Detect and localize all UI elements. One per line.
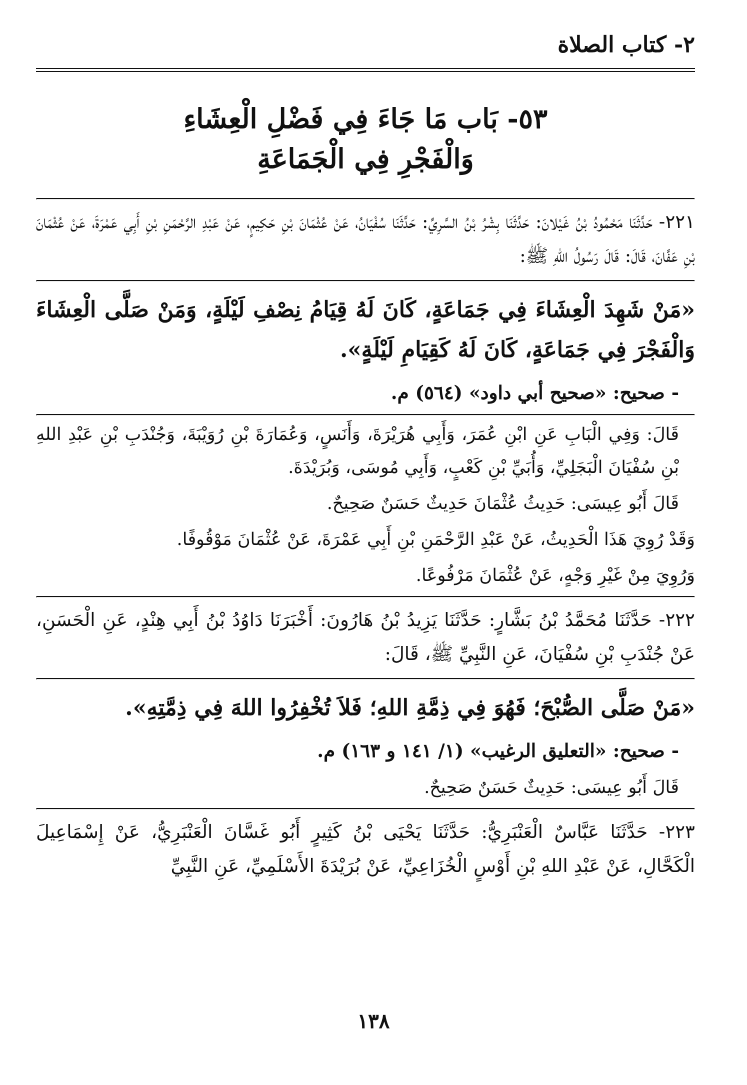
section-divider [36,414,695,416]
hadith-221-grade: - صحيح: «صحيح أبي داود» (٥٦٤) م. [390,383,679,404]
chapter-heading [36,100,695,180]
page-header [36,28,695,72]
hadith-222-isnad: ٢٢٢- حَدَّثَنَا مُحَمَّدُ بْنُ بَشَّارٍ: حَدَّثَنَا يَزِيدُ بْنُ هَارُونَ: أَخْبَرَنَا دَاوُدُ بْنُ أَبِي هِنْدٍ، عَنِ الْحَسَنِ، عَنْ جُنْدَبِ بْنِ سُفْيَانَ، عَنِ النَّبِيِّ ﷺ، قَالَ: [36,610,695,665]
hadith-221-note: وَرُوِيَ مِنْ غَيْرِ وَجْهٍ، عَنْ عُثْمَانَ مَرْفُوعًا. [415,566,695,586]
section-divider [36,198,695,200]
hadith-221-matn: «مَنْ شَهِدَ الْعِشَاءَ فِي جَمَاعَةٍ، كَانَ لَهُ قِيَامُ نِصْفِ لَيْلَةٍ، وَمَنْ صَلَّى الْعِشَاءَ وَالْفَجْرَ فِي جَمَاعَةٍ، كَانَ لَهُ كَقِيَامِ لَيْلَةٍ». [36,297,695,363]
page-number: ١٣٨ [357,1009,390,1033]
page-content [36,100,695,890]
hadith-221-note: قَالَ: وَفِي الْبَابِ عَنِ ابْنِ عُمَرَ، وَأَبِي هُرَيْرَةَ، وَأَنَسٍ، وَعُمَارَةَ بْنِ رُوَيْبَةَ، وَجُنْدَبِ بْنِ عَبْدِ اللهِ بْنِ سُفْيَانَ الْبَجَلِيِّ، وَأُبَيِّ بْنِ كَعْبٍ، وَأَبِي مُوسَى، وَبُرَيْدَةَ. [36,425,679,478]
hadith-221-isnad: ٢٢١- حَدَّثَنَا مَحْمُودُ بْنُ غَيْلانَ: حَدَّثَنَا بِشْرُ بْنُ السَّرِيِّ: حَدَّثَنَا سُفْيَانُ، عَنْ عُثْمَانَ بْنِ حَكِيمٍ، عَنْ عَبْدِ الرَّحْمَنِ بْنِ أَبِي عَمْرَةَ، عَنْ عُثْمَانَ بْنِ عَفَّانَ، قَالَ: قَالَ رَسُولُ اللهِ ﷺ: [36,212,695,267]
section-divider [36,596,695,598]
hadith-223-isnad: ٢٢٣- حَدَّثَنَا عَبَّاسٌ الْعَنْبَرِيُّ: حَدَّثَنَا يَحْيَى بْنُ كَثِيرٍ أَبُو غَسَّانَ الْعَنْبَرِيُّ، عَنْ إِسْمَاعِيلَ الْكَحَّالِ، عَنْ عَبْدِ اللهِ بْنِ أَوْسٍ الْخُزَاعِيِّ، عَنْ بُرَيْدَةَ الأَسْلَمِيِّ، عَنِ النَّبِيِّ [36,822,695,877]
chapter-title-line-1: ٥٣- بَاب مَا جَاءَ فِي فَضْلِ الْعِشَاءِ [183,104,548,135]
running-title: ٢- كتاب الصلاة [557,32,695,58]
section-divider [36,678,695,680]
section-divider [36,280,695,282]
hadith-222-matn: «مَنْ صَلَّى الصُّبْحَ؛ فَهُوَ فِي ذِمَّةِ اللهِ؛ فَلاَ تُخْفِرُوا اللهَ فِي ذِمَّتِهِ». [125,695,695,721]
hadith-222-grade: - صحيح: «التعليق الرغيب» (١/ ١٤١ و ١٦٣) م. [317,741,679,762]
section-divider [36,808,695,810]
chapter-title-line-2: وَالْفَجْرِ فِي الْجَمَاعَةِ [257,144,474,175]
hadith-221-note: قَالَ أَبُو عِيسَى: حَدِيثُ عُثْمَانَ حَدِيثٌ حَسَنٌ صَحِيحٌ. [326,494,679,514]
hadith-221-note: وَقَدْ رُوِيَ هَذَا الْحَدِيثُ، عَنْ عَبْدِ الرَّحْمَنِ بْنِ أَبِي عَمْرَةَ، عَنْ عُثْمَانَ مَوْقُوفًا. [176,530,695,550]
hadith-222-note: قَالَ أَبُو عِيسَى: حَدِيثٌ حَسَنٌ صَحِيحٌ. [424,778,679,798]
